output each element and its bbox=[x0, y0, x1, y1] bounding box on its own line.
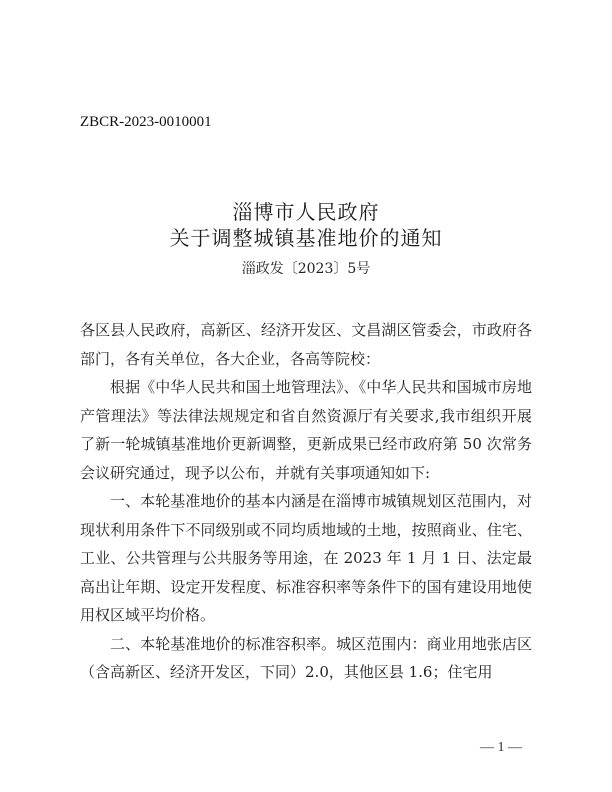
paragraph: 根据《中华人民共和国土地管理法》、《中华人民共和国城市房地产管理法》等法律法规规定和省自然资源厅有关要求,我市组织开展了新一轮城镇基准地价更新调整，更新成果已经市政府第 50 次常务会议研究通过，现予以公布，并就有关事项通知如下: bbox=[80, 378, 532, 482]
addressee: 各区县人民政府，高新区、经济开发区、文昌湖区管委会，市政府各部门，各有关单位，各大企业，各高等院校： bbox=[80, 321, 532, 368]
page-number: — 1 — bbox=[480, 740, 522, 755]
document-title-subject: 关于调整城镇基准地价的通知 bbox=[169, 226, 443, 250]
document-title-issuer: 淄博市人民政府 bbox=[232, 200, 380, 224]
paragraph: 一、本轮基准地价的基本内涵是在淄博市城镇规划区范围内，对现状利用条件下不同级别或不同均质地域的土地，按照商业、住宅、工业、公共管理与公共服务等用途，在 2023 年 1 月 1 日、法定最高出让年期、设定开发程度、标准容积率等条件下的国有建设用地使用权区域平均价格。 bbox=[80, 492, 532, 624]
document-id: ZBCR-2023-0010001 bbox=[80, 114, 212, 130]
paragraph: 二、本轮基准地价的标准容积率。城区范围内：商业用地张店区（含高新区、经济开发区，下同）2.0，其他区县 1.6；住宅用 bbox=[80, 634, 532, 681]
document-number: 淄政发〔2023〕5号 bbox=[241, 261, 371, 277]
document-body bbox=[80, 316, 532, 687]
